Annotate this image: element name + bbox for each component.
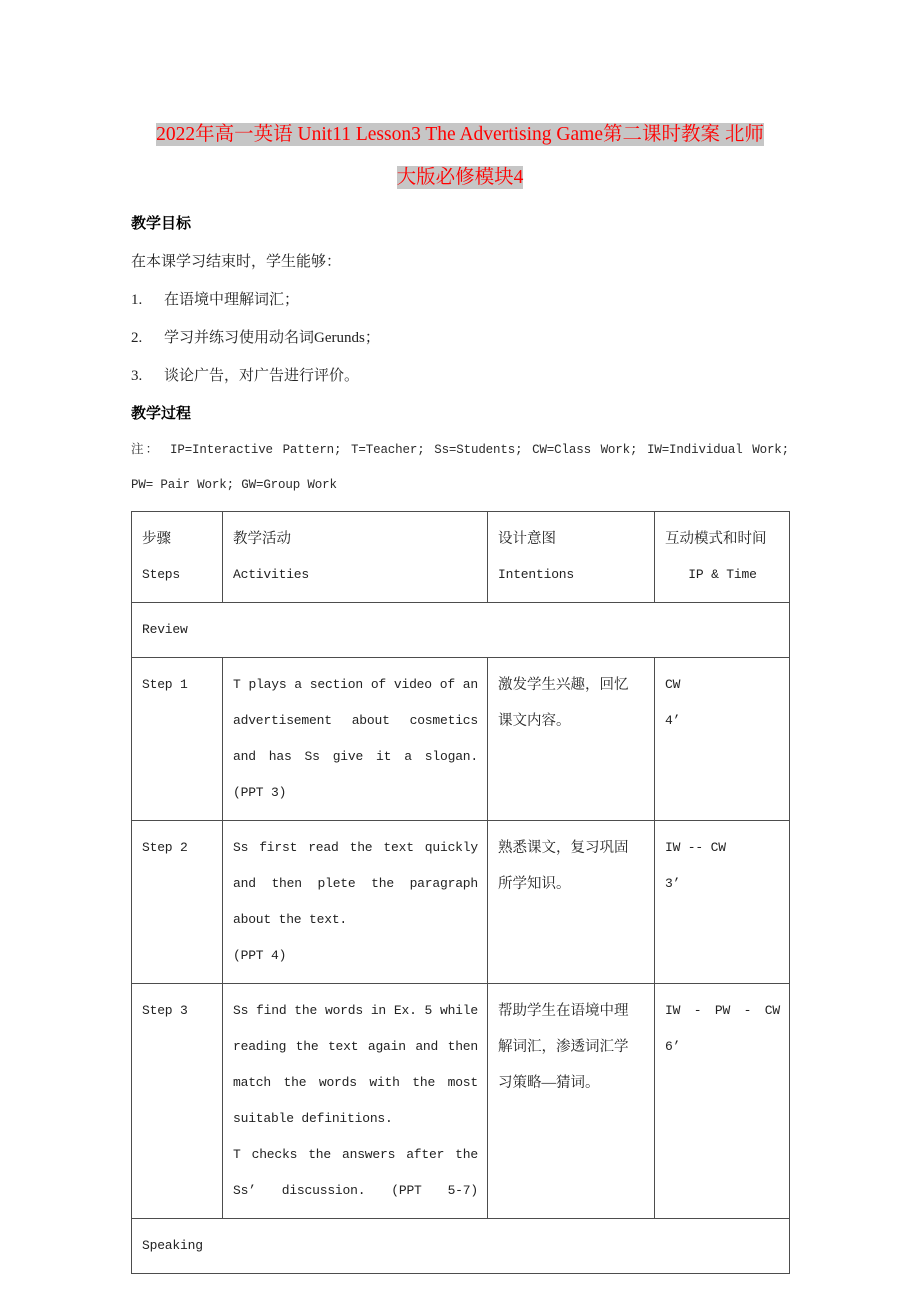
header-intentions-cn: 设计意图 xyxy=(498,531,556,547)
header-activities-en: Activities xyxy=(233,567,310,582)
title-line-2-text: 大版必修模块4 xyxy=(396,167,524,188)
table-section-speaking-row xyxy=(132,1219,790,1274)
row-1-ip: CW xyxy=(665,677,681,692)
objective-item-2-text: 学习并练习使用动名词Gerunds； xyxy=(164,330,380,346)
row-1-time: 4’ xyxy=(665,713,681,728)
row-2-activity xyxy=(223,821,488,984)
row-1-intention-line-1: 激发学生兴趣，回忆 xyxy=(498,677,629,693)
lesson-plan-table xyxy=(131,511,790,1274)
header-ip-time-cn: 互动模式和时间 xyxy=(665,531,767,547)
title-line-1-text: 2022年高一英语 Unit11 Lesson3 The Advertising Game第二课时教案 北师 xyxy=(156,124,764,145)
objective-item-2 xyxy=(131,319,789,357)
row-3-step xyxy=(132,984,223,1219)
row-1-step xyxy=(132,658,223,821)
header-ip-time-en: IP & Time xyxy=(688,567,757,582)
row-3-step-label: Step 3 xyxy=(142,1003,188,1018)
header-activities-cn: 教学活动 xyxy=(233,531,291,547)
abbreviation-note: 注： IP=Interactive Pattern; T=Teacher; Ss=Students; CW=Class Work; IW=Individual Work; PW= Pair Work; GW=Group Work xyxy=(131,443,789,492)
row-3-ip-time xyxy=(655,984,790,1219)
title-line-1 xyxy=(131,113,789,156)
header-steps-cn: 步骤 xyxy=(142,531,171,547)
section-label-review: Review xyxy=(132,603,790,658)
row-1-activity-line-2: advertisement about cosmetics xyxy=(233,713,478,728)
objective-item-1-text: 在语境中理解词汇； xyxy=(164,292,300,308)
row-2-ip-time xyxy=(655,821,790,984)
row-2-activity-line-1: Ss first read the text quickly xyxy=(233,840,478,855)
header-cell-intentions xyxy=(488,512,655,603)
row-2-step-label: Step 2 xyxy=(142,840,188,855)
row-1-intention-line-2: 课文内容。 xyxy=(498,713,571,729)
row-3-intention-line-1: 帮助学生在语境中理 xyxy=(498,1003,629,1019)
section-label-speaking: Speaking xyxy=(132,1219,790,1274)
row-2-step xyxy=(132,821,223,984)
row-2-time: 3’ xyxy=(665,876,681,891)
row-3-time: 6’ xyxy=(665,1039,681,1054)
row-1-step-label: Step 1 xyxy=(142,677,188,692)
row-3-activity xyxy=(223,984,488,1219)
objective-item-3-number: 3. xyxy=(131,368,143,384)
row-2-intention-line-1: 熟悉课文，复习巩固 xyxy=(498,840,629,856)
header-steps-en: Steps xyxy=(142,567,181,582)
objective-item-3 xyxy=(131,357,789,395)
header-cell-activities xyxy=(223,512,488,603)
objective-item-2-number: 2. xyxy=(131,330,143,346)
header-cell-steps xyxy=(132,512,223,603)
row-1-activity-line-4: (PPT 3) xyxy=(233,785,287,800)
row-3-activity-line-2: reading the text again and then xyxy=(233,1039,478,1054)
row-3-activity-line-5: T checks the answers after the xyxy=(233,1147,478,1162)
row-2-ip: IW -- CW xyxy=(665,840,726,855)
row-2-activity-line-4: (PPT 4) xyxy=(233,948,287,963)
document-title xyxy=(131,113,789,199)
row-3-activity-line-6: Ss’ discussion. (PPT 5-7) xyxy=(233,1183,478,1198)
row-2-intention xyxy=(488,821,655,984)
objectives-heading: 教学目标 xyxy=(131,215,192,232)
row-1-ip-time xyxy=(655,658,790,821)
header-cell-ip-time xyxy=(655,512,790,603)
table-row xyxy=(132,658,790,821)
row-1-activity-line-1: T plays a section of video of an xyxy=(233,677,478,692)
row-3-intention-line-2: 解词汇，渗透词汇学 xyxy=(498,1039,629,1055)
table-section-review-row xyxy=(132,603,790,658)
row-1-intention xyxy=(488,658,655,821)
row-3-activity-line-1: Ss find the words in Ex. 5 while xyxy=(233,1003,478,1018)
objectives-intro: 在本课学习结束时，学生能够： xyxy=(131,254,342,270)
row-3-ip: IW - PW - CW xyxy=(665,1003,780,1018)
objective-item-1 xyxy=(131,281,789,319)
table-row xyxy=(132,984,790,1219)
row-3-activity-line-4: suitable definitions. xyxy=(233,1111,393,1126)
header-intentions-en: Intentions xyxy=(498,567,575,582)
row-3-intention-line-3: 习策略—猜词。 xyxy=(498,1075,600,1091)
title-line-2 xyxy=(131,156,789,199)
row-1-activity xyxy=(223,658,488,821)
process-heading: 教学过程 xyxy=(131,405,192,422)
row-3-activity-line-3: match the words with the most xyxy=(233,1075,478,1090)
row-2-activity-line-2: and then plete the paragraph xyxy=(233,876,478,891)
table-header-row xyxy=(132,512,790,603)
row-2-intention-line-2: 所学知识。 xyxy=(498,876,571,892)
objective-item-3-text: 谈论广告，对广告进行评价。 xyxy=(164,368,360,384)
row-1-activity-line-3: and has Ss give it a slogan. xyxy=(233,749,478,764)
table-row xyxy=(132,821,790,984)
objective-item-1-number: 1. xyxy=(131,292,143,308)
row-2-activity-line-3: about the text. xyxy=(233,912,348,927)
row-3-intention xyxy=(488,984,655,1219)
document-content xyxy=(131,0,789,1274)
